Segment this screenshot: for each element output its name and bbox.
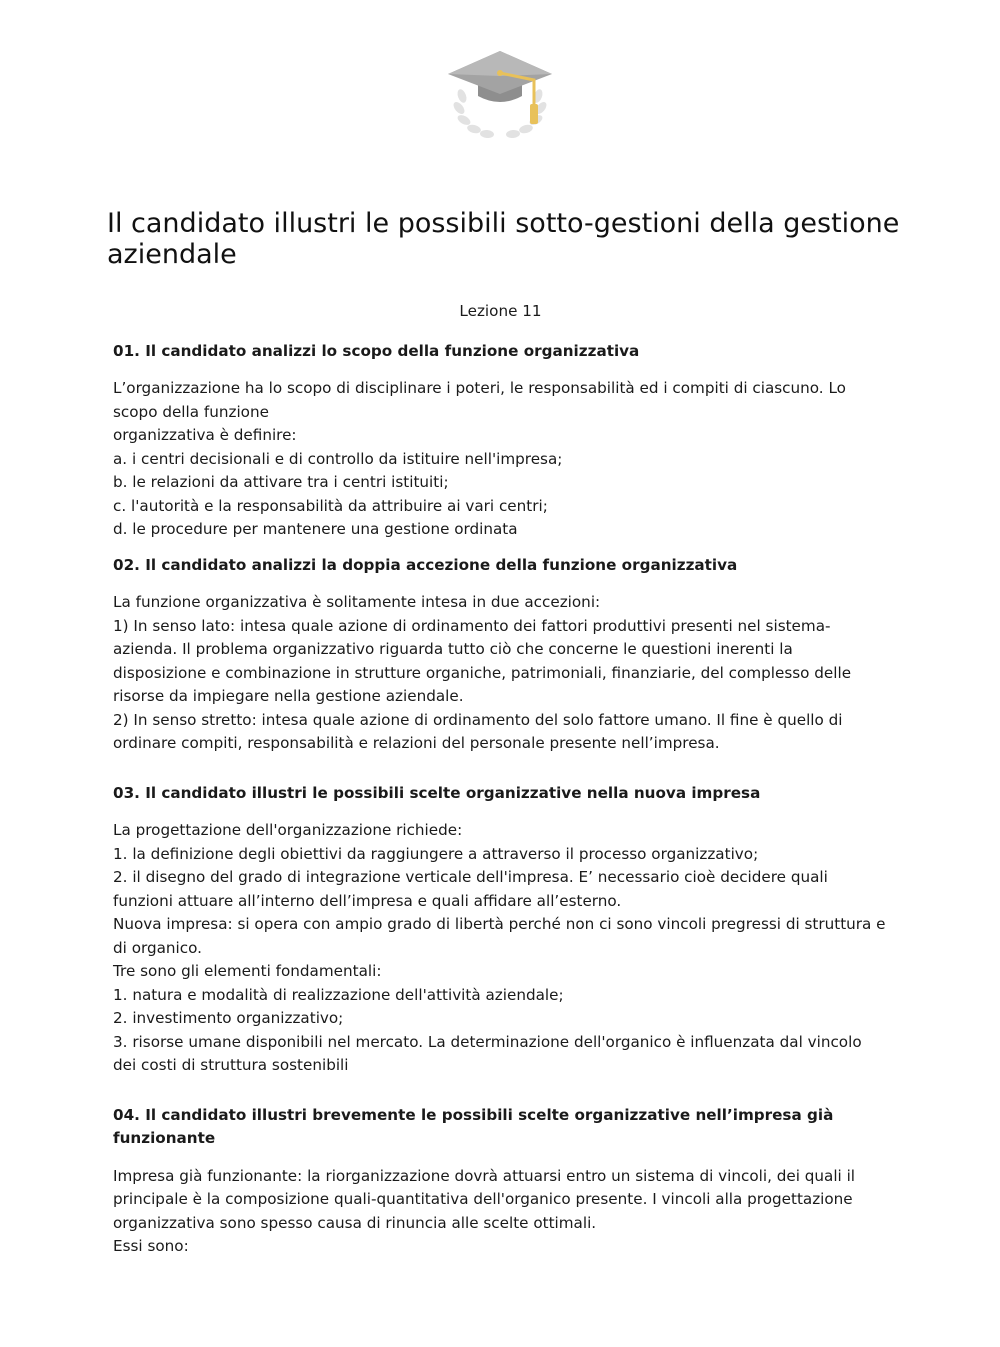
answer-03 xyxy=(113,819,888,1078)
answer-line: a. i centri decisionali e di controllo da istituire nell'impresa; xyxy=(113,449,563,468)
answer-line: 1. natura e modalità di realizzazione dell'attività aziendale; xyxy=(113,985,564,1004)
answer-line: 1) In senso lato: intesa quale azione di ordinamento dei fattori produttivi presenti nel sistema-azienda. Il problema organizzativo riguarda tutto ciò che concerne le questioni inerenti la disposizione e combinazione in strutture organiche, patrimoniali, finanziarie, del complesso delle risorse da impiegare nella gestione aziendale. xyxy=(113,616,852,705)
answer-02 xyxy=(113,591,888,756)
answer-line: 2) In senso stretto: intesa quale azione di ordinamento del solo fattore umano. Il fine è quello di ordinare compiti, responsabilità e relazioni del personale presente nell’impresa. xyxy=(113,710,843,752)
answer-line: c. l'autorità e la responsabilità da attribuire ai vari centri; xyxy=(113,496,548,515)
document-body xyxy=(113,300,888,1259)
answer-line: 3. risorse umane disponibili nel mercato. La determinazione dell'organico è influenzata dal vincolo dei costi di struttura sostenibili xyxy=(113,1032,862,1074)
question-01: 01. Il candidato analizzi lo scopo della funzione organizzativa xyxy=(113,341,640,360)
lesson-label: Lezione 11 xyxy=(459,302,542,320)
answer-line: 2. il disegno del grado di integrazione verticale dell'impresa. E’ necessario cioè decidere quali funzioni attuare all’interno dell’impresa e quali affidare all’esterno. xyxy=(113,868,828,910)
answer-line: L’organizzazione ha lo scopo di disciplinare i poteri, le responsabilità ed i compiti di ciascuno. Lo scopo della funzione xyxy=(113,379,846,421)
answer-line: organizzativa è definire: xyxy=(113,426,297,444)
answer-line: La progettazione dell'organizzazione richiede: xyxy=(113,821,463,839)
answer-line: 1. la definizione degli obiettivi da raggiungere a attraverso il processo organizzativo; xyxy=(113,844,759,863)
answer-line: Essi sono: xyxy=(113,1237,189,1255)
answer-line: 2. investimento organizzativo; xyxy=(113,1009,344,1027)
page-title: Il candidato illustri le possibili sotto-gestioni della gestione aziendale xyxy=(107,208,900,270)
answer-04 xyxy=(113,1165,888,1259)
graduation-cap-logo xyxy=(440,46,560,138)
question-02: 02. Il candidato analizzi la doppia accezione della funzione organizzativa xyxy=(113,555,738,574)
answer-line: La funzione organizzativa è solitamente intesa in due accezioni: xyxy=(113,593,601,611)
answer-line: b. le relazioni da attivare tra i centri istituiti; xyxy=(113,473,449,491)
graduation-cap-icon xyxy=(440,46,560,138)
question-04: 04. Il candidato illustri brevemente le possibili scelte organizzative nell’impresa già funzionante xyxy=(113,1105,834,1147)
answer-line: Impresa già funzionante: la riorganizzazione dovrà attuarsi entro un sistema di vincoli, dei quali il principale è la composizione quali-quantitativa dell'organico presente. I vincoli alla progettazione organizzativa sono spesso causa di rinuncia alle scelte ottimali. xyxy=(113,1166,856,1232)
question-03: 03. Il candidato illustri le possibili scelte organizzative nella nuova impresa xyxy=(113,783,761,802)
answer-01 xyxy=(113,377,888,542)
answer-line: Nuova impresa: si opera con ampio grado di libertà perché non ci sono vincoli pregressi di struttura e di organico. xyxy=(113,915,886,957)
answer-line: Tre sono gli elementi fondamentali: xyxy=(113,962,382,980)
answer-line: d. le procedure per mantenere una gestione ordinata xyxy=(113,520,518,538)
